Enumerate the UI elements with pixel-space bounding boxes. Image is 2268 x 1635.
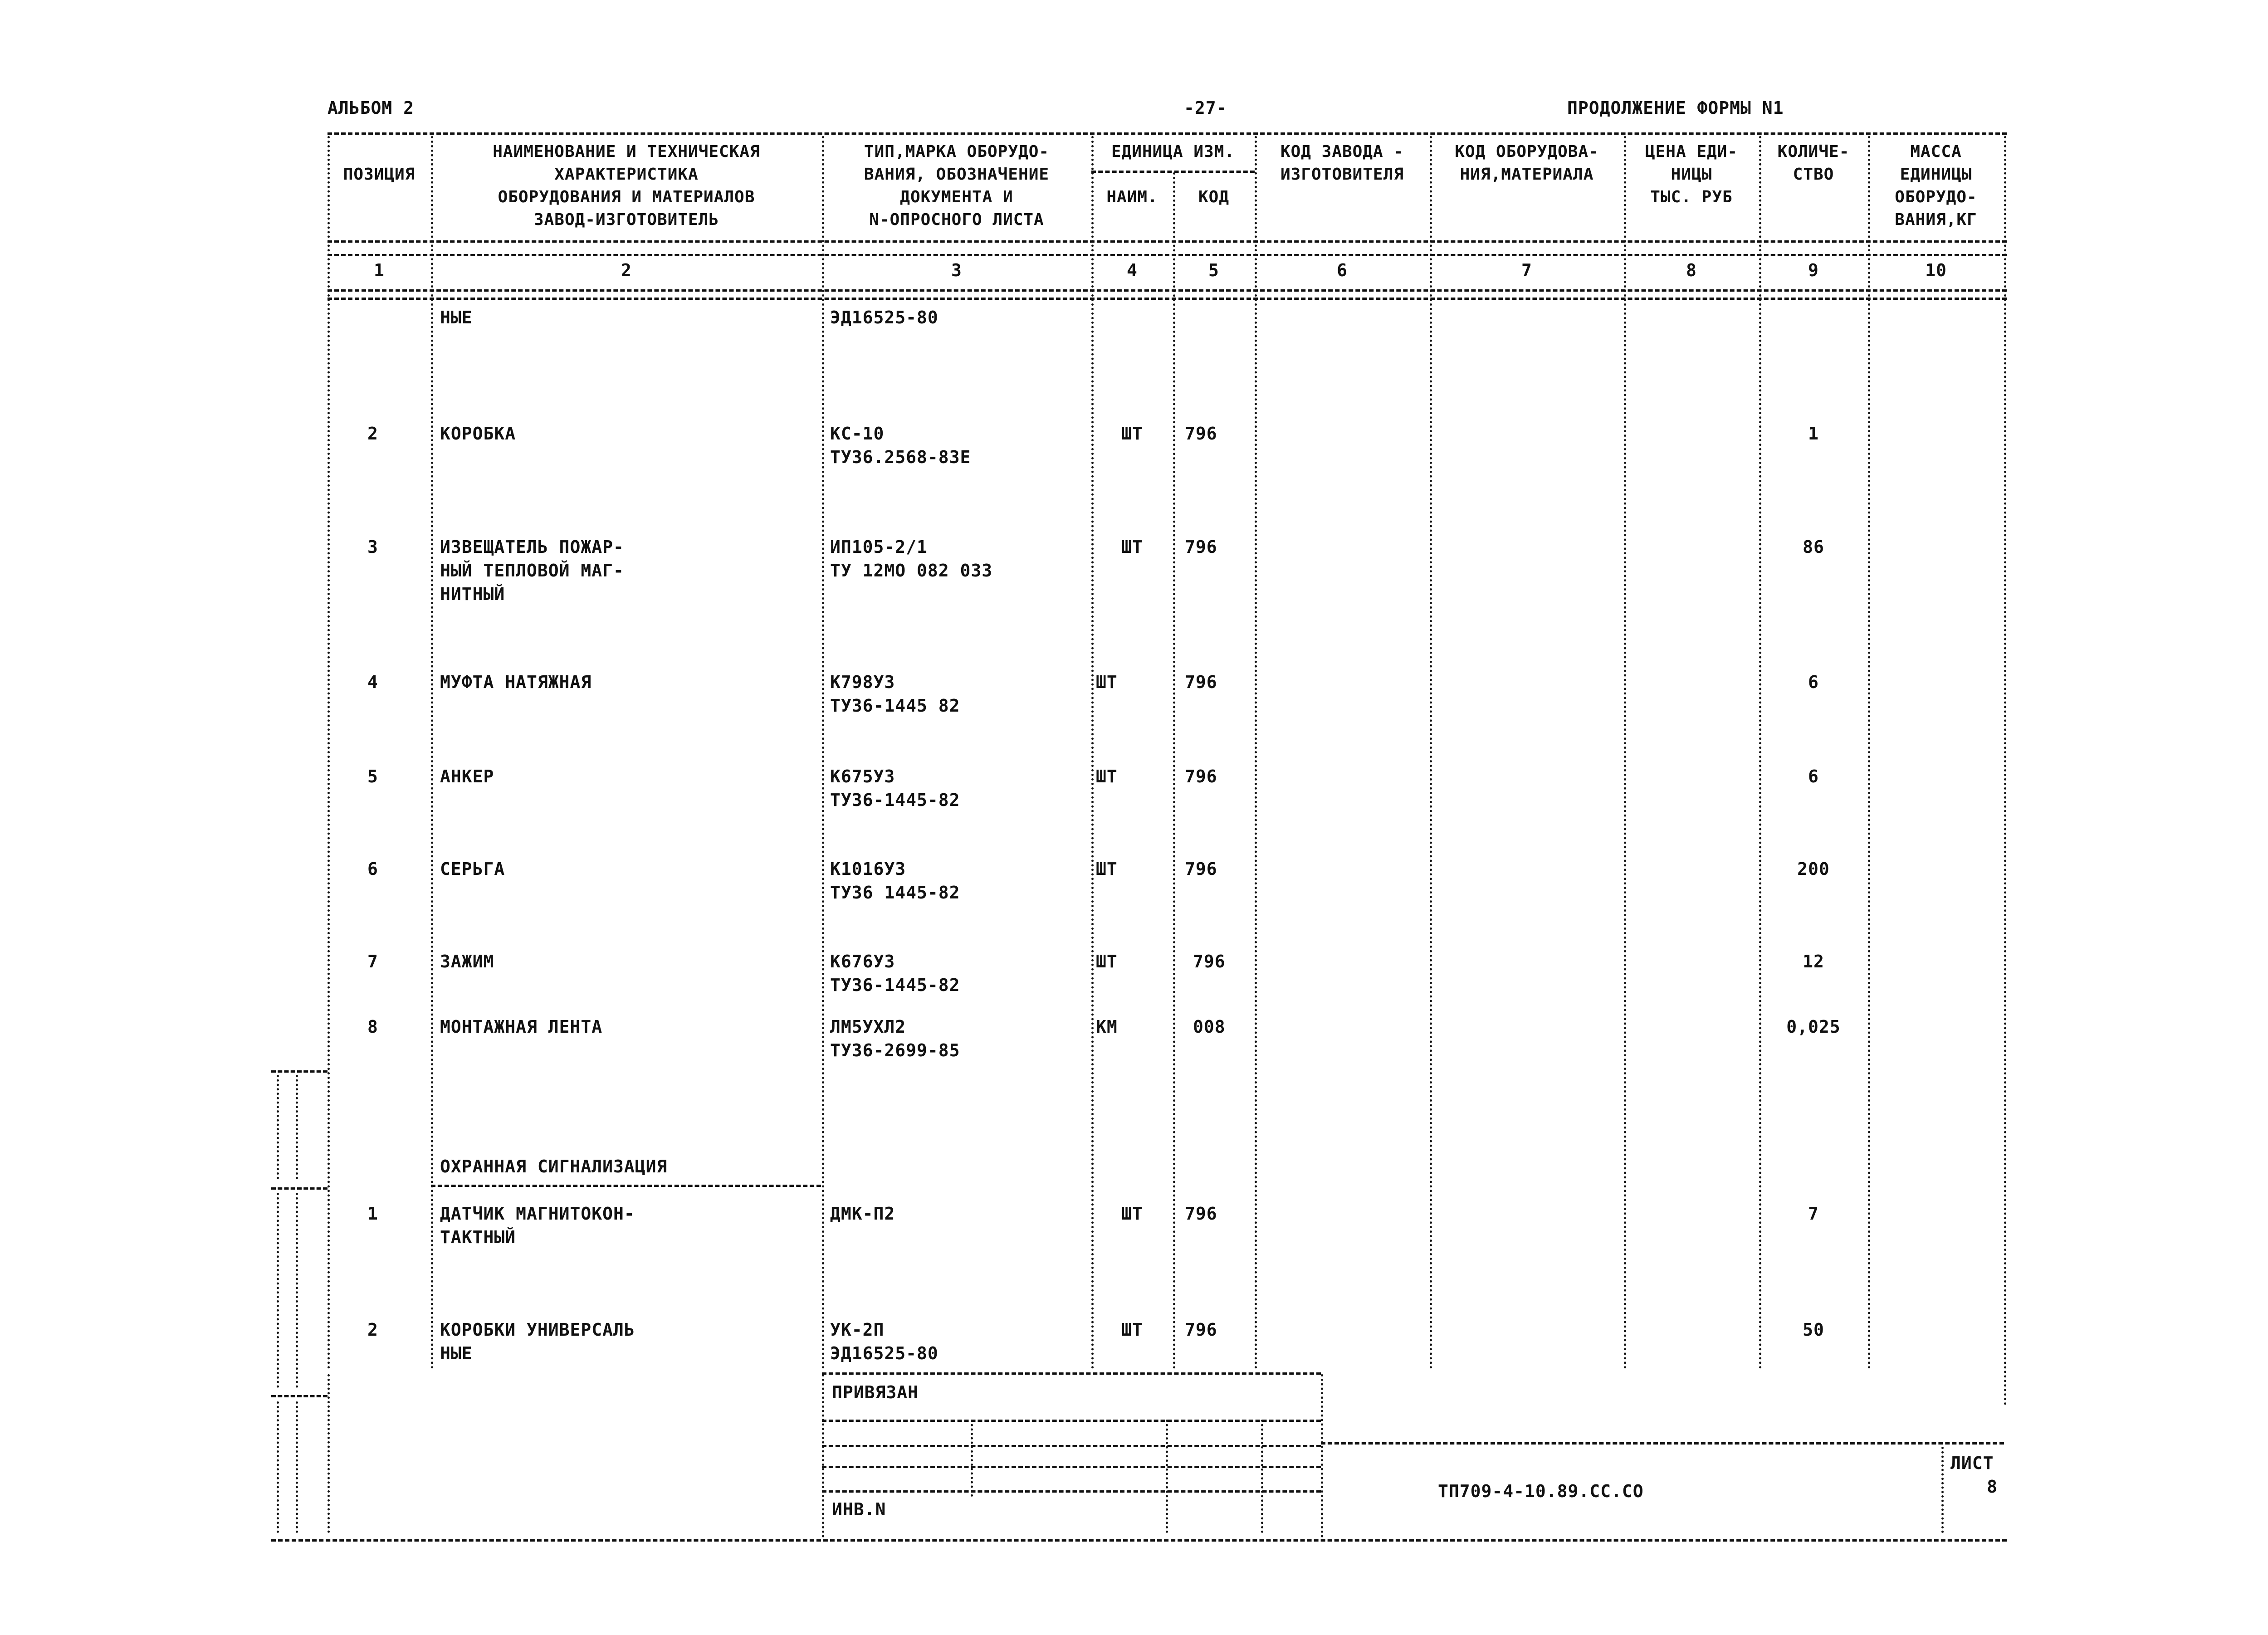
item-unit-code: 796 — [1193, 952, 1226, 971]
page-bottom-border — [271, 1539, 2007, 1542]
item-unit: КМ — [1096, 1017, 1118, 1037]
stamp-border — [822, 1374, 824, 1537]
item-unit-code: 796 — [1185, 672, 1217, 692]
stamp-cell-line — [971, 1420, 973, 1497]
margin-stamp-line — [271, 1187, 327, 1190]
margin-stamp-line — [277, 1401, 279, 1533]
numbers-bottom-border — [327, 289, 2007, 292]
numbers-top-border — [327, 254, 2007, 256]
header-bottom-border — [327, 240, 2007, 243]
item-name: ЗАЖИМ — [440, 952, 494, 971]
item-unit-code: 796 — [1185, 1320, 1217, 1340]
header-unit-code: КОД — [1198, 188, 1230, 206]
sheet-label: ЛИСТ — [1950, 1453, 1994, 1473]
header-unit-mass: ВАНИЯ,КГ — [1895, 210, 1977, 229]
item-quantity: 200 — [1797, 859, 1830, 879]
inventory-number-label: ИНВ.N — [832, 1499, 886, 1519]
column-number: 10 — [1925, 260, 1947, 280]
header-name-line: ХАРАКТЕРИСТИКА — [554, 165, 699, 184]
column-number: 6 — [1337, 260, 1348, 280]
column-number: 1 — [374, 260, 385, 280]
margin-stamp-line — [271, 1395, 327, 1397]
document-code: ТП709-4-10.89.СС.СО — [1438, 1481, 1644, 1501]
item-name: МУФТА НАТЯЖНАЯ — [440, 672, 592, 692]
sheet-cell-border — [1941, 1447, 1944, 1533]
section-title: ОХРАННАЯ СИГНАЛИЗАЦИЯ — [440, 1157, 668, 1176]
item-name: ТАКТНЫЙ — [440, 1227, 516, 1247]
item-quantity: 12 — [1803, 952, 1824, 971]
item-name: СЕРЬГА — [440, 859, 505, 879]
header-name-line: ОБОРУДОВАНИЯ И МАТЕРИАЛОВ — [498, 188, 755, 206]
column-number: 5 — [1208, 260, 1219, 280]
item-unit: ШТ — [1121, 424, 1143, 444]
margin-stamp-line — [271, 1070, 327, 1073]
item-unit-code: 796 — [1185, 424, 1217, 444]
sheet-number: 8 — [1987, 1477, 1998, 1497]
column-divider — [1868, 136, 1870, 1370]
item-type: КС-10 — [830, 424, 885, 444]
column-divider — [327, 136, 330, 1370]
header-equipment-code: КОД ОБОРУДОВА- — [1455, 142, 1599, 161]
column-divider — [1091, 136, 1094, 1370]
header-unit-mass: ЕДИНИЦЫ — [1900, 165, 1972, 184]
margin-stamp-line — [327, 1374, 330, 1533]
header-quantity: СТВО — [1793, 165, 1834, 184]
item-position: 3 — [367, 537, 378, 557]
stamp-border — [1321, 1374, 1323, 1537]
column-number: 9 — [1808, 260, 1819, 280]
item-name: МОНТАЖНАЯ ЛЕНТА — [440, 1017, 603, 1037]
header-unit-mass: МАССА — [1910, 142, 1962, 161]
item-type: ЛМ5УХЛ2 — [830, 1017, 906, 1037]
header-unit-name: НАИМ. — [1106, 188, 1158, 206]
item-quantity: 7 — [1808, 1204, 1819, 1224]
item-unit: ШТ — [1096, 859, 1118, 879]
item-name: ДАТЧИК МАГНИТОКОН- — [440, 1204, 635, 1224]
item-type: ТУ36 1445-82 — [830, 883, 960, 903]
album-label: АЛЬБОМ 2 — [327, 98, 415, 118]
item-quantity: 0,025 — [1786, 1017, 1841, 1037]
stamp-top-border — [822, 1372, 1321, 1375]
item-name: НЫЙ ТЕПЛОВОЙ МАГ- — [440, 561, 624, 581]
page-number: -27- — [1184, 98, 1227, 118]
header-factory-code: КОД ЗАВОДА - — [1280, 142, 1404, 161]
margin-stamp-line — [277, 1193, 279, 1388]
column-divider — [1255, 136, 1257, 1370]
item-position: 5 — [367, 766, 378, 786]
margin-stamp-line — [296, 1401, 298, 1533]
margin-stamp-line — [277, 1075, 279, 1179]
column-number: 4 — [1127, 260, 1138, 280]
header-quantity: КОЛИЧЕ- — [1777, 142, 1850, 161]
header-name-line: ЗАВОД-ИЗГОТОВИТЕЛЬ — [533, 210, 719, 229]
item-type: ТУ36-1445-82 — [830, 790, 960, 810]
item-position: 7 — [367, 952, 378, 971]
item-unit: ШТ — [1121, 1320, 1143, 1340]
column-divider — [822, 136, 824, 1370]
header-type-line: N-ОПРОСНОГО ЛИСТА — [869, 210, 1044, 229]
item-type: К1016УЗ — [830, 859, 906, 879]
column-divider — [431, 136, 433, 1370]
column-number: 2 — [621, 260, 632, 280]
body-top-border — [327, 298, 2007, 300]
margin-stamp-line — [296, 1075, 298, 1179]
item-position: 4 — [367, 672, 378, 692]
header-unit-group: ЕДИНИЦА ИЗМ. — [1111, 142, 1235, 161]
column-number: 7 — [1521, 260, 1532, 280]
attached-label: ПРИВЯЗАН — [832, 1382, 919, 1402]
item-type: УК-2П — [830, 1320, 885, 1340]
item-unit: ШТ — [1121, 537, 1143, 557]
item-name: КОРОБКА — [440, 424, 516, 444]
item-unit-code: 796 — [1185, 1204, 1217, 1224]
item-type: К798УЗ — [830, 672, 895, 692]
item-type: ТУ36-1445 82 — [830, 696, 960, 716]
header-factory-code: ИЗГОТОВИТЕЛЯ — [1280, 165, 1404, 184]
item-position: 8 — [367, 1017, 378, 1037]
item-name: НИТНЫЙ — [440, 584, 505, 604]
section-underline — [431, 1185, 821, 1187]
item-position: 2 — [367, 1320, 378, 1340]
stamp-cell-line — [1261, 1420, 1263, 1533]
item-type: ТУ 12МО 082 033 — [830, 561, 993, 581]
item-unit: ШТ — [1121, 1204, 1143, 1224]
stamp-row-line — [822, 1445, 1321, 1447]
column-divider — [1759, 136, 1761, 1370]
item-type: К675УЗ — [830, 766, 895, 786]
header-equipment-code: НИЯ,МАТЕРИАЛА — [1460, 165, 1594, 184]
table-right-border — [2004, 136, 2006, 1406]
item-unit-code: 796 — [1185, 766, 1217, 786]
item-quantity: 86 — [1803, 537, 1824, 557]
item-quantity: 50 — [1803, 1320, 1824, 1340]
item-name: НЫЕ — [440, 307, 473, 327]
item-unit-code: 796 — [1185, 537, 1217, 557]
header-unit-price: НИЦЫ — [1671, 165, 1712, 184]
column-number: 8 — [1686, 260, 1697, 280]
column-divider — [1624, 136, 1626, 1370]
item-name: НЫЕ — [440, 1343, 473, 1363]
column-number: 3 — [951, 260, 962, 280]
stamp-row-line — [822, 1420, 1321, 1422]
column-divider — [1173, 172, 1175, 1370]
header-unit-price: ТЫС. РУБ — [1650, 188, 1733, 206]
item-type: К676УЗ — [830, 952, 895, 971]
column-divider — [1430, 136, 1432, 1370]
stamp-row-line — [822, 1490, 1321, 1493]
title-block-line — [1321, 1442, 2004, 1445]
item-unit: ШТ — [1096, 766, 1118, 786]
header-unit-mass: ОБОРУДО- — [1895, 188, 1977, 206]
item-unit: ШТ — [1096, 672, 1118, 692]
item-position: 6 — [367, 859, 378, 879]
item-name: КОРОБКИ УНИВЕРСАЛЬ — [440, 1320, 635, 1340]
item-unit-code: 796 — [1185, 859, 1217, 879]
header-type-line: ДОКУМЕНТА И — [900, 188, 1013, 206]
item-quantity: 6 — [1808, 766, 1819, 786]
stamp-row-line — [822, 1466, 1321, 1468]
stamp-cell-line — [1166, 1420, 1168, 1533]
item-quantity: 6 — [1808, 672, 1819, 692]
item-name: ИЗВЕЩАТЕЛЬ ПОЖАР- — [440, 537, 624, 557]
item-name: АНКЕР — [440, 766, 494, 786]
item-type: ТУ36-1445-82 — [830, 975, 960, 995]
item-type: ЭД16525-80 — [830, 1343, 938, 1363]
header-name-line: НАИМЕНОВАНИЕ И ТЕХНИЧЕСКАЯ — [493, 142, 760, 161]
item-type: ДМК-П2 — [830, 1204, 895, 1224]
item-type: ЭД16525-80 — [830, 307, 938, 327]
item-type: ТУ36.2568-83Е — [830, 447, 971, 467]
table-top-border — [327, 132, 2007, 135]
item-unit-code: 008 — [1193, 1017, 1226, 1037]
header-unit-price: ЦЕНА ЕДИ- — [1645, 142, 1738, 161]
form-continuation: ПРОДОЛЖЕНИЕ ФОРМЫ N1 — [1567, 98, 1784, 118]
item-unit: ШТ — [1096, 952, 1118, 971]
header-type-line: ВАНИЯ, ОБОЗНАЧЕНИЕ — [864, 165, 1050, 184]
item-position: 2 — [367, 424, 378, 444]
item-quantity: 1 — [1808, 424, 1819, 444]
header-type-line: ТИП,МАРКА ОБОРУДО- — [864, 142, 1050, 161]
item-position: 1 — [367, 1204, 378, 1224]
item-type: ТУ36-2699-85 — [830, 1040, 960, 1060]
item-type: ИП105-2/1 — [830, 537, 928, 557]
margin-stamp-line — [296, 1193, 298, 1388]
header-position: ПОЗИЦИЯ — [343, 165, 415, 184]
